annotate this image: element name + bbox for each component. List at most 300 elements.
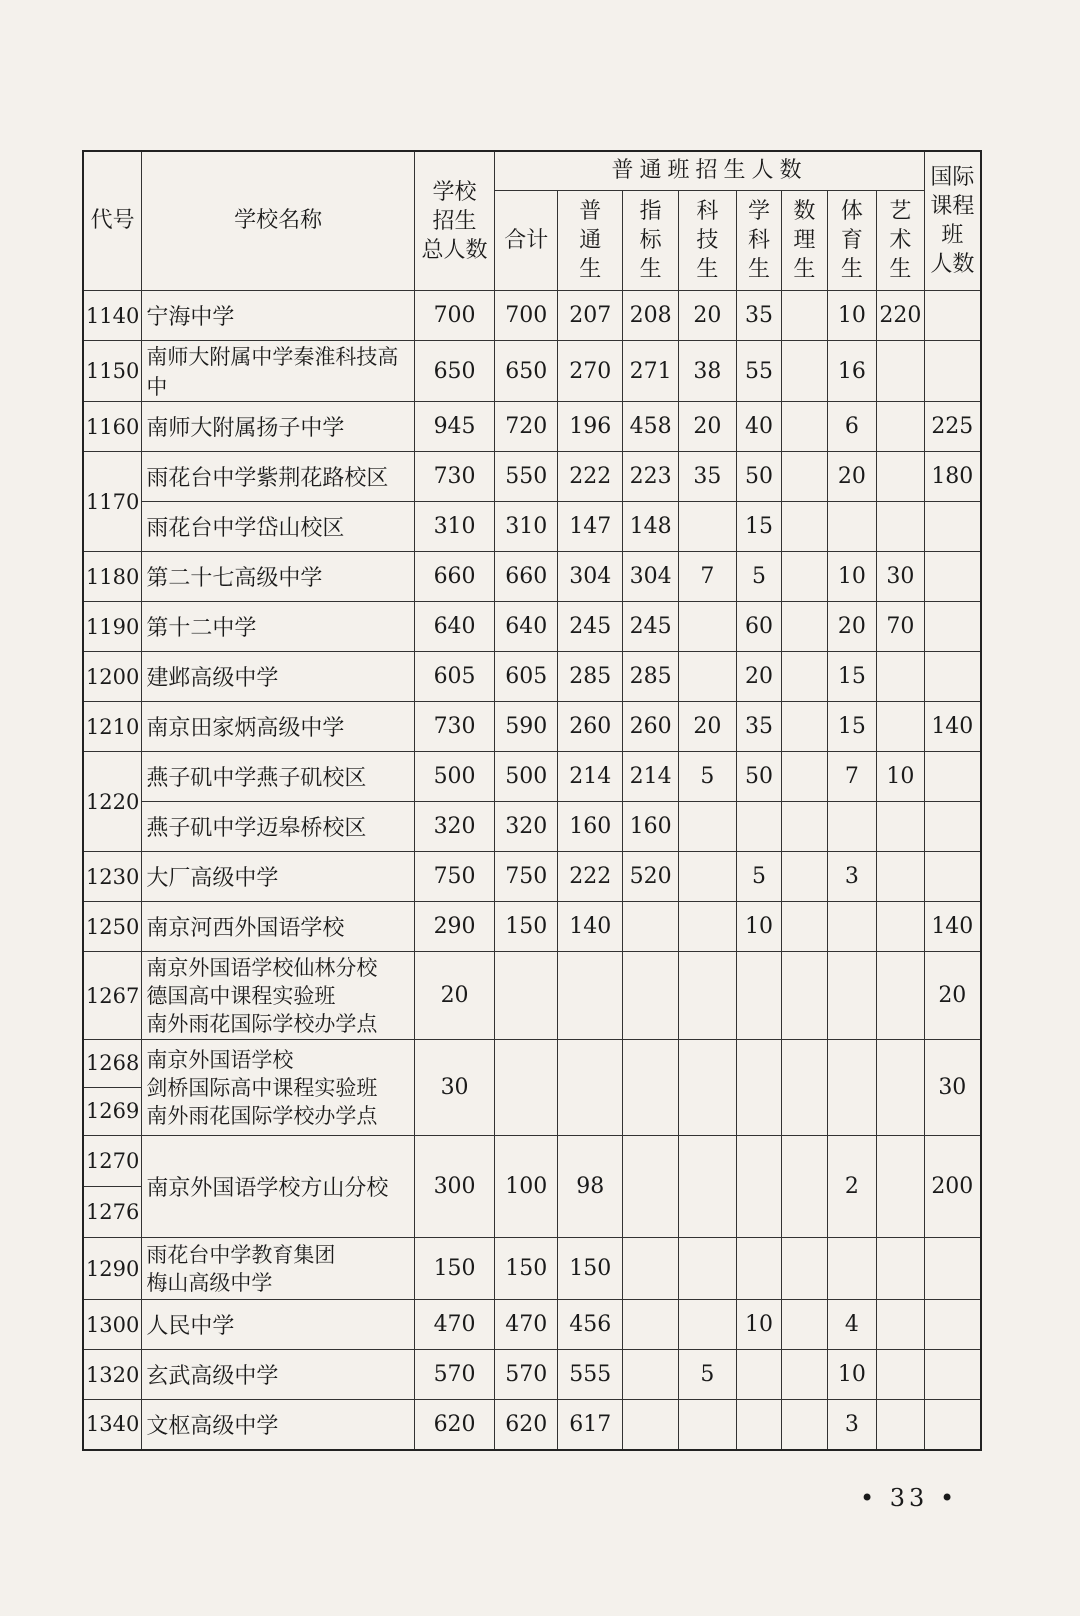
cell-school-name: 文枢高级中学 bbox=[142, 1400, 414, 1450]
cell-sports: 3 bbox=[827, 852, 877, 902]
cell-regular: 160 bbox=[558, 802, 623, 852]
cell-school-name bbox=[142, 1040, 414, 1136]
table-row bbox=[83, 291, 981, 341]
cell-total: 700 bbox=[414, 291, 495, 341]
cell-subject: 10 bbox=[736, 902, 781, 952]
header-regular-char: 通 bbox=[579, 228, 602, 253]
cell-tech: 35 bbox=[679, 452, 737, 502]
header-math-phys-char: 生 bbox=[793, 257, 816, 282]
cell-art bbox=[877, 1136, 924, 1238]
cell-total: 300 bbox=[414, 1136, 495, 1238]
cell-code: 1267 bbox=[83, 952, 142, 1040]
school-name-line: 南外雨花国际学校办学点 bbox=[146, 1011, 378, 1036]
cell-total: 660 bbox=[414, 552, 495, 602]
table-row bbox=[83, 852, 981, 902]
cell-subject bbox=[736, 952, 781, 1040]
cell-regular bbox=[558, 952, 623, 1040]
cell-tech bbox=[679, 802, 737, 852]
cell-sum: 700 bbox=[495, 291, 558, 341]
cell-tech bbox=[679, 902, 737, 952]
cell-tech bbox=[679, 1238, 737, 1300]
header-subject-char: 生 bbox=[748, 257, 771, 282]
table-row bbox=[83, 402, 981, 452]
header-quota-char: 标 bbox=[639, 228, 662, 253]
cell-quota bbox=[623, 1040, 679, 1136]
cell-quota: 214 bbox=[623, 752, 679, 802]
table-row bbox=[83, 1238, 981, 1300]
cell-tech: 38 bbox=[679, 341, 737, 402]
cell-math-phys bbox=[782, 291, 827, 341]
cell-school-name: 第十二中学 bbox=[142, 602, 414, 652]
cell-sports: 6 bbox=[827, 402, 877, 452]
header-subject bbox=[736, 191, 781, 291]
cell-code: 1160 bbox=[83, 402, 142, 452]
header-art bbox=[877, 191, 924, 291]
cell-regular: 222 bbox=[558, 852, 623, 902]
cell-quota: 304 bbox=[623, 552, 679, 602]
cell-quota bbox=[623, 902, 679, 952]
cell-total: 30 bbox=[414, 1040, 495, 1136]
cell-quota: 208 bbox=[623, 291, 679, 341]
cell-quota: 520 bbox=[623, 852, 679, 902]
table-row bbox=[83, 1300, 981, 1350]
cell-quota bbox=[623, 1350, 679, 1400]
cell-code: 1140 bbox=[83, 291, 142, 341]
header-quota bbox=[623, 191, 679, 291]
cell-tech bbox=[679, 652, 737, 702]
header-math-phys-char: 数 bbox=[793, 199, 816, 224]
cell-tech bbox=[679, 602, 737, 652]
header-total-line: 总人数 bbox=[421, 237, 488, 263]
header-total bbox=[414, 151, 495, 291]
cell-intl bbox=[924, 502, 981, 552]
cell-art bbox=[877, 1400, 924, 1450]
cell-school-name: 宁海中学 bbox=[142, 291, 414, 341]
table-row bbox=[83, 752, 981, 802]
cell-sum bbox=[495, 952, 558, 1040]
cell-regular: 140 bbox=[558, 902, 623, 952]
code-line: 1270 bbox=[85, 1149, 140, 1173]
header-quota-char: 生 bbox=[639, 257, 662, 282]
cell-sports bbox=[827, 1040, 877, 1136]
cell-quota: 148 bbox=[623, 502, 679, 552]
cell-quota: 271 bbox=[623, 341, 679, 402]
cell-art bbox=[877, 902, 924, 952]
school-name-line: 雨花台中学教育集团 bbox=[146, 1242, 336, 1267]
cell-subject bbox=[736, 1040, 781, 1136]
cell-art bbox=[877, 852, 924, 902]
header-sum: 合计 bbox=[495, 191, 558, 291]
cell-tech bbox=[679, 1300, 737, 1350]
cell-regular: 147 bbox=[558, 502, 623, 552]
cell-art bbox=[877, 802, 924, 852]
cell-sum: 660 bbox=[495, 552, 558, 602]
cell-art bbox=[877, 952, 924, 1040]
cell-math-phys bbox=[782, 452, 827, 502]
cell-total: 650 bbox=[414, 341, 495, 402]
header-art-char: 艺 bbox=[889, 199, 912, 224]
cell-code bbox=[83, 1040, 142, 1136]
cell-code bbox=[83, 1136, 142, 1238]
enrollment-table bbox=[82, 150, 982, 1451]
cell-code: 1200 bbox=[83, 652, 142, 702]
cell-total: 470 bbox=[414, 1300, 495, 1350]
cell-art bbox=[877, 402, 924, 452]
cell-code: 1190 bbox=[83, 602, 142, 652]
header-art-char: 术 bbox=[889, 228, 912, 253]
cell-intl bbox=[924, 341, 981, 402]
cell-subject: 35 bbox=[736, 291, 781, 341]
cell-art bbox=[877, 1238, 924, 1300]
header-subject-char: 学 bbox=[748, 199, 771, 224]
cell-tech: 20 bbox=[679, 702, 737, 752]
cell-tech bbox=[679, 852, 737, 902]
cell-tech bbox=[679, 952, 737, 1040]
cell-intl bbox=[924, 602, 981, 652]
cell-intl bbox=[924, 802, 981, 852]
cell-intl bbox=[924, 852, 981, 902]
cell-math-phys bbox=[782, 1136, 827, 1238]
table-header bbox=[83, 151, 981, 291]
cell-sum: 570 bbox=[495, 1350, 558, 1400]
cell-sports: 3 bbox=[827, 1400, 877, 1450]
cell-regular: 245 bbox=[558, 602, 623, 652]
cell-subject: 50 bbox=[736, 452, 781, 502]
header-intl-line: 人数 bbox=[930, 252, 975, 277]
cell-math-phys bbox=[782, 852, 827, 902]
cell-sports bbox=[827, 1238, 877, 1300]
cell-sports: 16 bbox=[827, 341, 877, 402]
cell-sum: 320 bbox=[495, 802, 558, 852]
cell-sum: 650 bbox=[495, 341, 558, 402]
cell-art bbox=[877, 452, 924, 502]
cell-math-phys bbox=[782, 341, 827, 402]
table-row bbox=[83, 552, 981, 602]
table-row bbox=[83, 341, 981, 402]
cell-code: 1180 bbox=[83, 552, 142, 602]
cell-math-phys bbox=[782, 702, 827, 752]
table-row bbox=[83, 902, 981, 952]
cell-sum: 750 bbox=[495, 852, 558, 902]
cell-sports: 15 bbox=[827, 652, 877, 702]
cell-sports: 10 bbox=[827, 291, 877, 341]
code-line: 1269 bbox=[84, 1087, 141, 1135]
page-number: • 33 • bbox=[860, 1484, 959, 1512]
cell-sum: 500 bbox=[495, 752, 558, 802]
cell-quota bbox=[623, 952, 679, 1040]
header-math-phys-char: 理 bbox=[793, 228, 816, 253]
cell-school-name: 大厂高级中学 bbox=[142, 852, 414, 902]
school-name-line: 南京外国语学校仙林分校 bbox=[146, 955, 378, 980]
header-tech bbox=[679, 191, 737, 291]
cell-school-name: 南京河西外国语学校 bbox=[142, 902, 414, 952]
cell-subject bbox=[736, 1238, 781, 1300]
cell-tech bbox=[679, 1400, 737, 1450]
header-tech-char: 科 bbox=[696, 199, 719, 224]
cell-subject bbox=[736, 802, 781, 852]
cell-math-phys bbox=[782, 402, 827, 452]
table-row bbox=[83, 802, 981, 852]
table-row bbox=[83, 502, 981, 552]
cell-subject: 10 bbox=[736, 1300, 781, 1350]
cell-intl bbox=[924, 552, 981, 602]
cell-art bbox=[877, 1300, 924, 1350]
cell-total: 750 bbox=[414, 852, 495, 902]
cell-total: 310 bbox=[414, 502, 495, 552]
cell-regular: 214 bbox=[558, 752, 623, 802]
header-tech-char: 生 bbox=[696, 257, 719, 282]
school-name-line: 南京外国语学校 bbox=[146, 1047, 294, 1072]
cell-sum: 640 bbox=[495, 602, 558, 652]
cell-regular: 98 bbox=[558, 1136, 623, 1238]
header-tech-char: 技 bbox=[696, 228, 719, 253]
header-sports-char: 育 bbox=[840, 228, 863, 253]
cell-regular: 285 bbox=[558, 652, 623, 702]
table-row bbox=[83, 652, 981, 702]
table-row bbox=[83, 1136, 981, 1238]
header-regular-char: 普 bbox=[579, 199, 602, 224]
cell-code: 1340 bbox=[83, 1400, 142, 1450]
cell-sports: 7 bbox=[827, 752, 877, 802]
cell-tech bbox=[679, 1136, 737, 1238]
cell-intl: 140 bbox=[924, 702, 981, 752]
cell-art: 220 bbox=[877, 291, 924, 341]
cell-total: 290 bbox=[414, 902, 495, 952]
cell-code: 1230 bbox=[83, 852, 142, 902]
cell-code: 1250 bbox=[83, 902, 142, 952]
cell-regular: 555 bbox=[558, 1350, 623, 1400]
cell-intl: 140 bbox=[924, 902, 981, 952]
cell-intl: 225 bbox=[924, 402, 981, 452]
cell-subject: 35 bbox=[736, 702, 781, 752]
header-intl-line: 国际 bbox=[930, 165, 975, 190]
cell-intl bbox=[924, 1238, 981, 1300]
cell-regular: 617 bbox=[558, 1400, 623, 1450]
cell-math-phys bbox=[782, 1350, 827, 1400]
cell-school-name: 南京田家炳高级中学 bbox=[142, 702, 414, 752]
header-intl-line: 班 bbox=[941, 223, 964, 248]
cell-subject: 5 bbox=[736, 552, 781, 602]
cell-math-phys bbox=[782, 1040, 827, 1136]
header-general-group: 普通班招生人数 bbox=[495, 151, 924, 191]
header-quota-char: 指 bbox=[639, 199, 662, 224]
cell-intl: 180 bbox=[924, 452, 981, 502]
cell-intl: 20 bbox=[924, 952, 981, 1040]
cell-intl: 200 bbox=[924, 1136, 981, 1238]
cell-sports: 20 bbox=[827, 602, 877, 652]
cell-total: 20 bbox=[414, 952, 495, 1040]
cell-intl bbox=[924, 291, 981, 341]
table-row bbox=[83, 1400, 981, 1450]
cell-sports bbox=[827, 802, 877, 852]
cell-sum: 620 bbox=[495, 1400, 558, 1450]
cell-school-name: 燕子矶中学迈皋桥校区 bbox=[142, 802, 414, 852]
cell-art bbox=[877, 502, 924, 552]
cell-school-name: 南师大附属中学秦淮科技高中 bbox=[142, 341, 414, 402]
cell-quota bbox=[623, 1400, 679, 1450]
cell-total: 945 bbox=[414, 402, 495, 452]
cell-sum: 150 bbox=[495, 902, 558, 952]
header-intl-line: 课程 bbox=[930, 194, 975, 219]
cell-total: 150 bbox=[414, 1238, 495, 1300]
cell-sum: 150 bbox=[495, 1238, 558, 1300]
header-school-name: 学校名称 bbox=[142, 151, 414, 291]
cell-total: 620 bbox=[414, 1400, 495, 1450]
code-line: 1276 bbox=[84, 1186, 141, 1237]
cell-regular: 196 bbox=[558, 402, 623, 452]
cell-regular: 150 bbox=[558, 1238, 623, 1300]
cell-tech: 20 bbox=[679, 291, 737, 341]
cell-quota: 458 bbox=[623, 402, 679, 452]
header-regular-char: 生 bbox=[579, 257, 602, 282]
cell-quota bbox=[623, 1238, 679, 1300]
table-body bbox=[83, 291, 981, 1450]
school-name-line: 剑桥国际高中课程实验班 bbox=[146, 1075, 378, 1100]
cell-tech bbox=[679, 1040, 737, 1136]
cell-school-name: 南京外国语学校方山分校 bbox=[142, 1136, 414, 1238]
cell-subject: 15 bbox=[736, 502, 781, 552]
cell-math-phys bbox=[782, 552, 827, 602]
cell-intl bbox=[924, 1350, 981, 1400]
cell-intl bbox=[924, 752, 981, 802]
cell-subject bbox=[736, 1136, 781, 1238]
cell-sports bbox=[827, 502, 877, 552]
cell-subject: 40 bbox=[736, 402, 781, 452]
cell-tech: 5 bbox=[679, 1350, 737, 1400]
header-code: 代号 bbox=[83, 151, 142, 291]
header-sports bbox=[827, 191, 877, 291]
cell-tech: 7 bbox=[679, 552, 737, 602]
cell-math-phys bbox=[782, 602, 827, 652]
cell-school-name: 第二十七高级中学 bbox=[142, 552, 414, 602]
header-total-line: 学校 bbox=[432, 179, 477, 205]
cell-school-name: 雨花台中学岱山校区 bbox=[142, 502, 414, 552]
cell-art bbox=[877, 341, 924, 402]
cell-regular: 304 bbox=[558, 552, 623, 602]
cell-art: 30 bbox=[877, 552, 924, 602]
cell-quota: 223 bbox=[623, 452, 679, 502]
cell-tech: 5 bbox=[679, 752, 737, 802]
cell-school-name: 玄武高级中学 bbox=[142, 1350, 414, 1400]
cell-code: 1210 bbox=[83, 702, 142, 752]
cell-sports: 15 bbox=[827, 702, 877, 752]
cell-code: 1320 bbox=[83, 1350, 142, 1400]
cell-sum: 605 bbox=[495, 652, 558, 702]
cell-regular: 207 bbox=[558, 291, 623, 341]
cell-sports: 4 bbox=[827, 1300, 877, 1350]
cell-math-phys bbox=[782, 952, 827, 1040]
cell-quota: 245 bbox=[623, 602, 679, 652]
cell-regular: 222 bbox=[558, 452, 623, 502]
cell-code: 1300 bbox=[83, 1300, 142, 1350]
cell-quota: 260 bbox=[623, 702, 679, 752]
cell-quota bbox=[623, 1136, 679, 1238]
cell-math-phys bbox=[782, 1238, 827, 1300]
cell-math-phys bbox=[782, 1300, 827, 1350]
cell-art: 70 bbox=[877, 602, 924, 652]
cell-intl bbox=[924, 1300, 981, 1350]
school-name-line: 德国高中课程实验班 bbox=[146, 983, 336, 1008]
cell-subject: 60 bbox=[736, 602, 781, 652]
cell-art bbox=[877, 1350, 924, 1400]
table-row bbox=[83, 602, 981, 652]
header-subject-char: 科 bbox=[748, 228, 771, 253]
cell-sum: 310 bbox=[495, 502, 558, 552]
cell-school-name: 建邺高级中学 bbox=[142, 652, 414, 702]
cell-school-name bbox=[142, 952, 414, 1040]
cell-school-name: 燕子矶中学燕子矶校区 bbox=[142, 752, 414, 802]
cell-code: 1290 bbox=[83, 1238, 142, 1300]
cell-quota: 285 bbox=[623, 652, 679, 702]
cell-math-phys bbox=[782, 652, 827, 702]
cell-sum: 590 bbox=[495, 702, 558, 752]
code-line: 1268 bbox=[85, 1051, 140, 1075]
cell-quota: 160 bbox=[623, 802, 679, 852]
header-sports-char: 生 bbox=[840, 257, 863, 282]
table-row bbox=[83, 702, 981, 752]
cell-math-phys bbox=[782, 1400, 827, 1450]
cell-code: 1220 bbox=[83, 752, 142, 852]
cell-total: 570 bbox=[414, 1350, 495, 1400]
cell-art bbox=[877, 1040, 924, 1136]
header-sports-char: 体 bbox=[840, 199, 863, 224]
cell-school-name: 人民中学 bbox=[142, 1300, 414, 1350]
cell-total: 730 bbox=[414, 702, 495, 752]
cell-sum: 550 bbox=[495, 452, 558, 502]
cell-sports: 10 bbox=[827, 552, 877, 602]
school-name-line: 梅山高级中学 bbox=[146, 1270, 273, 1295]
cell-subject: 50 bbox=[736, 752, 781, 802]
cell-regular: 260 bbox=[558, 702, 623, 752]
cell-math-phys bbox=[782, 902, 827, 952]
cell-sum: 720 bbox=[495, 402, 558, 452]
cell-regular: 456 bbox=[558, 1300, 623, 1350]
cell-school-name bbox=[142, 1238, 414, 1300]
cell-total: 640 bbox=[414, 602, 495, 652]
header-regular bbox=[558, 191, 623, 291]
cell-tech: 20 bbox=[679, 402, 737, 452]
cell-subject: 55 bbox=[736, 341, 781, 402]
cell-art bbox=[877, 652, 924, 702]
school-name-line: 南外雨花国际学校办学点 bbox=[146, 1103, 378, 1128]
cell-subject: 5 bbox=[736, 852, 781, 902]
cell-sports bbox=[827, 952, 877, 1040]
cell-code: 1170 bbox=[83, 452, 142, 552]
cell-math-phys bbox=[782, 802, 827, 852]
cell-total: 605 bbox=[414, 652, 495, 702]
cell-school-name: 南师大附属扬子中学 bbox=[142, 402, 414, 452]
header-intl bbox=[924, 151, 981, 291]
cell-sports: 20 bbox=[827, 452, 877, 502]
cell-code: 1150 bbox=[83, 341, 142, 402]
cell-total: 500 bbox=[414, 752, 495, 802]
cell-art: 10 bbox=[877, 752, 924, 802]
cell-sum bbox=[495, 1040, 558, 1136]
table-row bbox=[83, 452, 981, 502]
cell-math-phys bbox=[782, 502, 827, 552]
cell-sum: 100 bbox=[495, 1136, 558, 1238]
header-math-phys bbox=[782, 191, 827, 291]
cell-sports: 10 bbox=[827, 1350, 877, 1400]
cell-sum: 470 bbox=[495, 1300, 558, 1350]
cell-sports bbox=[827, 902, 877, 952]
cell-total: 320 bbox=[414, 802, 495, 852]
cell-intl bbox=[924, 652, 981, 702]
cell-school-name: 雨花台中学紫荆花路校区 bbox=[142, 452, 414, 502]
cell-subject bbox=[736, 1400, 781, 1450]
cell-regular: 270 bbox=[558, 341, 623, 402]
cell-math-phys bbox=[782, 752, 827, 802]
